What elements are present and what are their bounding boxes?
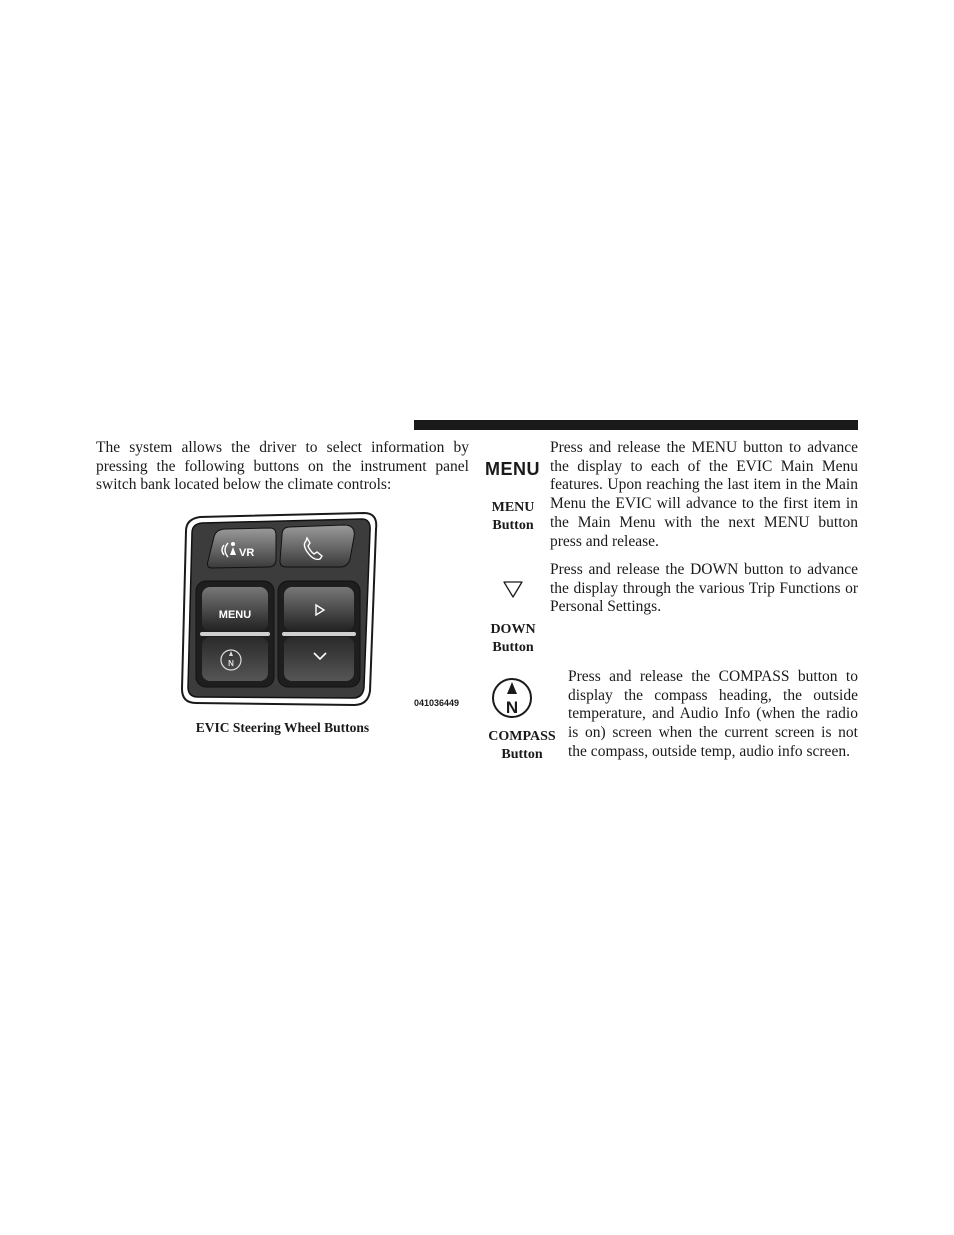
svg-text:N: N — [228, 659, 234, 668]
figure-id: 041036449 — [414, 698, 460, 708]
compass-label-line1: COMPASS — [488, 729, 556, 744]
compass-n-icon — [491, 677, 533, 719]
header-rule — [414, 420, 858, 430]
evic-buttons-figure — [178, 511, 380, 707]
down-button-label — [478, 621, 548, 657]
compass-n-letter: N — [505, 698, 519, 717]
phone-button — [280, 525, 354, 567]
figure-caption: EVIC Steering Wheel Buttons — [195, 720, 370, 735]
down-description: Press and release the DOWN button to advance the display through the various Trip Functions or Personal Settings. — [550, 561, 858, 616]
compass-button-label — [478, 728, 566, 764]
down-label-line2: Button — [492, 640, 534, 655]
menu-description: Press and release the MENU button to advance the display to each of the EVIC Main Menu features. Upon reaching the last item in the Main Menu the EVIC will advance to the first item in the Main Menu with the next MENU button press and release. — [550, 439, 858, 550]
menu-button-label — [478, 499, 548, 535]
down-triangle-icon — [502, 579, 524, 599]
compass-label-line2: Button — [501, 747, 543, 762]
menu-button-text: MENU — [218, 609, 252, 621]
voice-recognition-button — [208, 528, 277, 568]
down-label-line1: DOWN — [490, 622, 536, 637]
menu-glyph: MENU — [485, 459, 540, 479]
menu-label-line1: MENU — [491, 500, 535, 515]
menu-compass-rocker — [196, 581, 274, 687]
intro-paragraph: The system allows the driver to select information by pressing the following buttons on the instrument panel switch bank located below the climate controls: — [96, 439, 469, 494]
menu-label-line2: Button — [492, 518, 534, 533]
compass-description: Press and release the COMPASS button to display the compass heading, the outside temperature, and Audio Info (when the radio is on) screen when the current screen is not the compass, outside temp, audio info screen. — [568, 668, 858, 760]
arrow-rocker — [278, 581, 360, 687]
vr-text: VR — [239, 547, 255, 559]
